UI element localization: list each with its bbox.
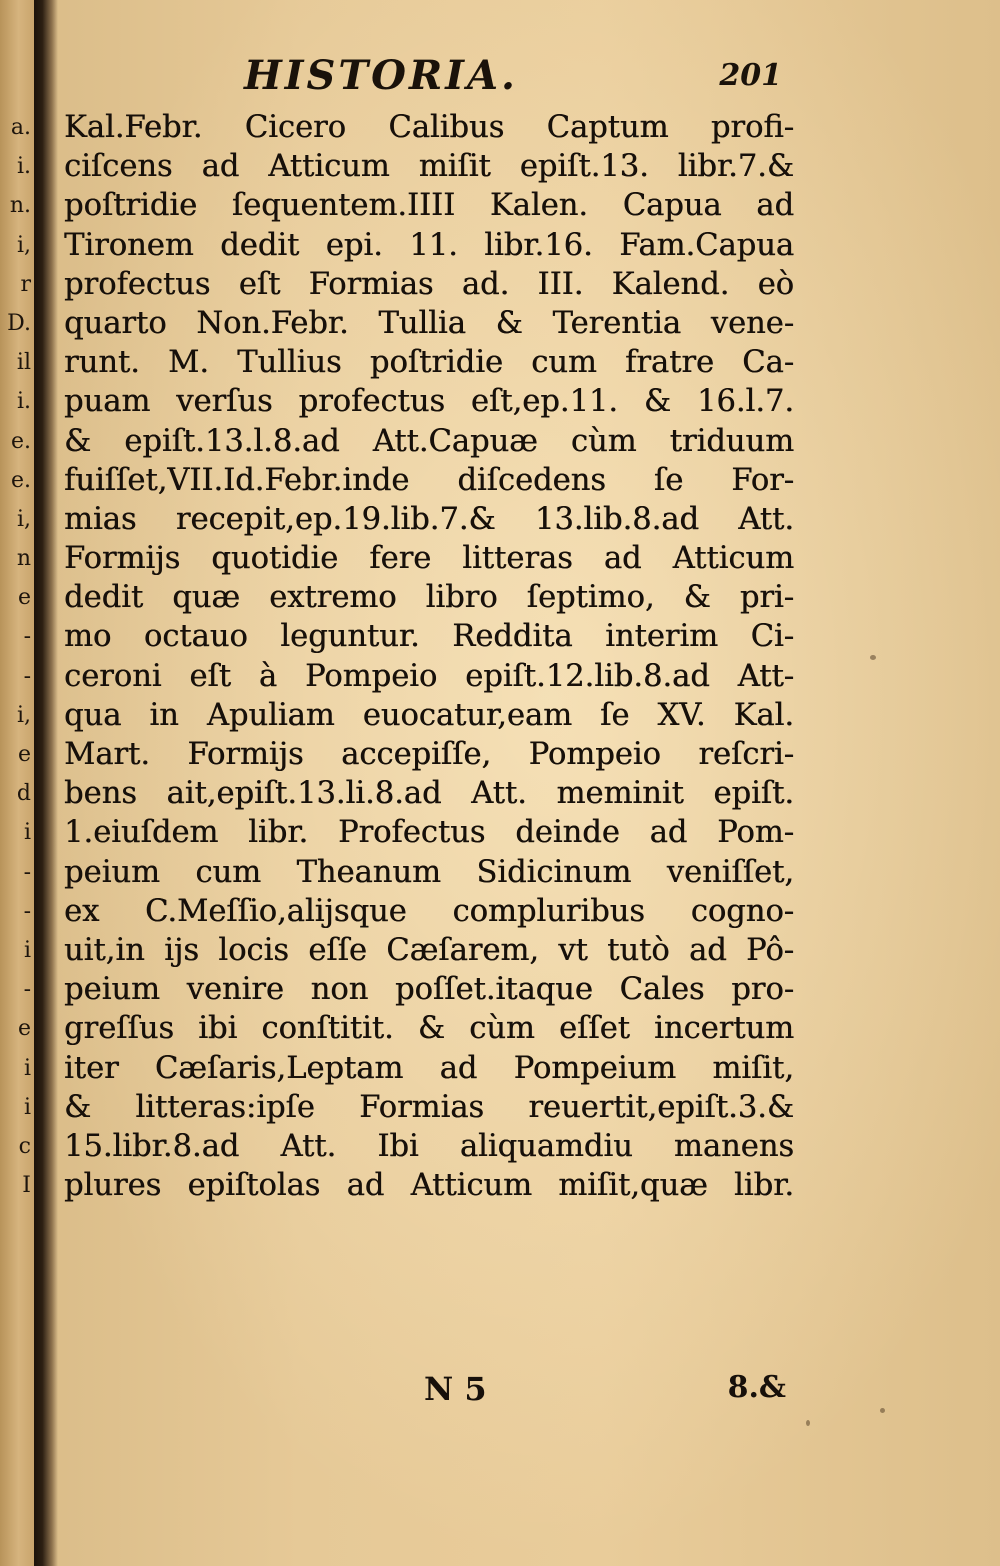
facing-line-fragment: e [17, 742, 31, 767]
text-line: peium venire non poſſet.itaque Cales pro- [64, 972, 794, 1008]
text-line: quarto Non.Febr. Tullia & Terentia vene- [64, 305, 794, 341]
text-line: plures epiſtolas ad Atticum miſit,quæ libr. [64, 1168, 794, 1204]
text-line: fuiſſet,VII.Id.Febr.inde diſcedens ſe For- [64, 462, 794, 498]
text-line: poſtridie ſequentem.IIII Kalen. Capua ad [64, 188, 794, 224]
paper-speck [806, 1420, 810, 1426]
facing-line-fragment: i [23, 937, 31, 963]
text-line: & litteras:ipſe Formias reuertit,epiſt.3.& [64, 1089, 794, 1125]
facing-line-fragment: i. [16, 389, 31, 415]
text-line: peium cum Theanum Sidicinum veniſſet, [64, 854, 794, 890]
facing-line-fragment: D. [7, 310, 31, 336]
facing-line-fragment: il [16, 350, 31, 376]
facing-line-fragment: - [23, 977, 31, 1003]
facing-line-fragment: i [23, 1055, 31, 1081]
facing-line-fragment: - [23, 898, 31, 924]
text-line: Formijs quotidie fere litteras ad Atticum [64, 541, 794, 577]
running-title: HISTORIA. [244, 52, 518, 99]
catchword: 8.& [727, 1370, 786, 1405]
text-line: dedit quæ extremo libro ſeptimo, & pri- [64, 580, 794, 616]
text-line: mo octauo leguntur. Reddita interim Ci- [64, 619, 794, 655]
text-line: greſſus ibi conſtitit. & cùm eſſet incertum [64, 1011, 794, 1047]
text-line: & epiſt.13.l.8.ad Att.Capuæ cùm triduum [64, 423, 794, 459]
facing-line-fragment: i [23, 1094, 31, 1120]
gutter-shadow [34, 0, 58, 1566]
page-footer [64, 1370, 794, 1414]
paper-speck [870, 655, 876, 660]
facing-line-fragment: n. [9, 193, 31, 219]
signature-mark: N 5 [424, 1370, 487, 1408]
text-line: 1.eiuſdem libr. Profectus deinde ad Pom- [64, 815, 794, 851]
text-line: Tironem dedit epi. 11. libr.16. Fam.Capua [64, 227, 794, 263]
facing-line-fragment: - [23, 624, 31, 650]
facing-line-fragment: e. [10, 428, 31, 454]
text-line: mias recepit,ep.19.lib.7.& 13.lib.8.ad Att. [64, 501, 794, 537]
text-line: 15.libr.8.ad Att. Ibi aliquamdiu manens [64, 1128, 794, 1164]
facing-line-fragment: e [17, 1016, 31, 1042]
facing-line-fragment: i, [16, 232, 31, 258]
facing-line-fragment: e. [10, 467, 31, 493]
page-number: 201 [719, 58, 782, 93]
text-line: profectus eſt Formias ad. III. Kalend. eò [64, 266, 794, 302]
facing-line-fragment: - [23, 859, 31, 885]
text-line: Kal.Febr. Cicero Calibus Captum profi- [64, 110, 794, 145]
facing-line-fragment: i, [16, 702, 31, 728]
facing-line-fragment: c [18, 1133, 31, 1159]
page-header [64, 50, 794, 102]
text-line: Mart. Formijs accepiſſe, Pompeio reſcri- [64, 737, 794, 772]
text-line: ceroni eſt à Pompeio epiſt.12.lib.8.ad Att- [64, 658, 794, 694]
facing-line-fragment: a. [10, 115, 31, 140]
facing-line-fragment: I [22, 1173, 31, 1199]
facing-line-fragment: - [23, 663, 31, 689]
text-line: puam verſus profectus eſt,ep.11. & 16.l.7. [64, 384, 794, 420]
text-line: ex C.Meſſio,alijsque compluribus cogno- [64, 893, 794, 929]
facing-line-fragment: e [17, 585, 31, 611]
facing-line-fragment: i, [16, 506, 31, 532]
text-line: bens ait,epiſt.13.li.8.ad Att. meminit epiſt. [64, 776, 794, 812]
facing-line-fragment: i. [16, 154, 31, 180]
facing-line-fragment: n [16, 546, 31, 572]
facing-line-fragment: i [23, 820, 31, 846]
facing-line-fragment: d [16, 781, 31, 807]
facing-line-fragment: r [20, 271, 31, 297]
text-line: ciſcens ad Atticum miſit epiſt.13. libr.7.& [64, 149, 794, 185]
text-line: qua in Apuliam euocatur,eam ſe XV. Kal. [64, 697, 794, 733]
text-line: runt. M. Tullius poſtridie cum fratre Ca- [64, 345, 794, 381]
text-line: iter Cæſaris,Leptam ad Pompeium miſit, [64, 1050, 794, 1086]
body-text [64, 108, 794, 1205]
paper-speck [880, 1408, 885, 1413]
text-line: uit,in ijs locis eſſe Cæſarem, vt tutò ad Pô- [64, 932, 794, 968]
facing-page-line-ends [0, 108, 34, 1205]
